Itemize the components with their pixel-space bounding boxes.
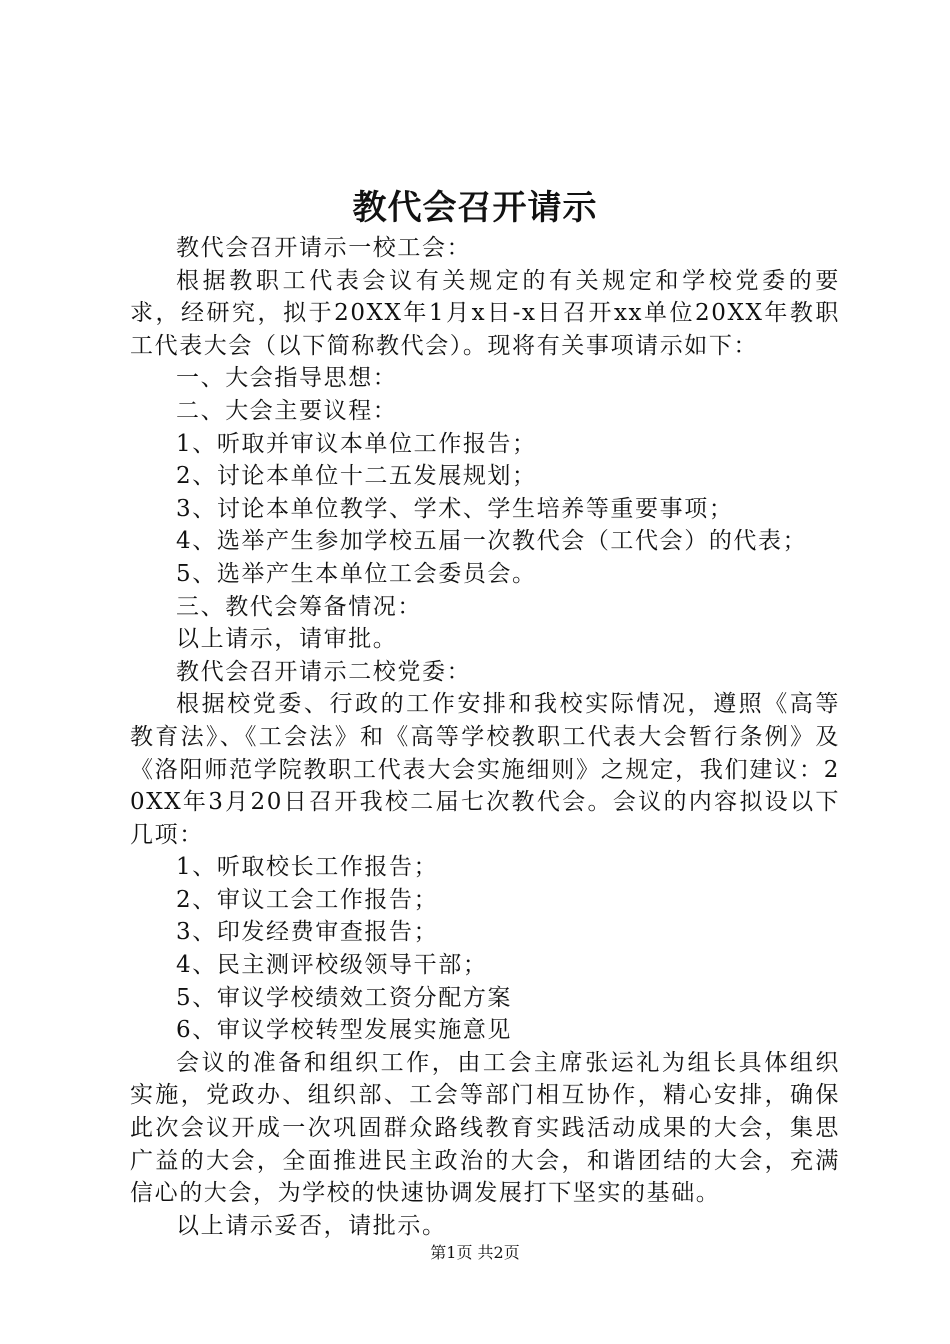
paragraph: 三、教代会筹备情况： [176,593,422,620]
paragraph: 2、讨论本单位十二五发展规划； [176,463,537,490]
paragraph: 2、审议工会工作报告； [176,886,439,913]
paragraph: 会议的准备和组织工作，由工会主席张运礼为组长具体组织实施，党政办、组织部、工会等部门相互协作，精心安排，确保此次会议开成一次巩固群众路线教育实践活动成果的大会，集思广益的大会，全面推进民主政治的大会，和谐团结的大会，充满信心的大会，为学校的快速协调发展打下坚实的基础。 [130,1049,840,1207]
paragraph: 6、审议学校转型发展实施意见 [176,1017,513,1044]
document-body [130,232,840,1242]
paragraph: 一、大会指导思想： [176,365,398,392]
paragraph: 3、印发经费审查报告； [176,919,439,946]
paragraph: 教代会召开请示二校党委： [176,658,472,685]
paragraph: 根据校党委、行政的工作安排和我校实际情况，遵照《高等教育法》、《工会法》和《高等学校教职工代表大会暂行条例》及《洛阳师范学院教职工代表大会实施细则》之规定，我们建议：20XX年3月20日召开我校二届七次教代会。会议的内容拟设以下几项： [130,691,840,848]
paragraph: 根据教职工代表会议有关规定的有关规定和学校党委的要求，经研究，拟于20XX年1月x日-x日召开xx单位20XX年教职工代表大会（以下简称教代会）。现将有关事项请示如下： [130,267,840,359]
paragraph: 5、选举产生本单位工会委员会。 [176,560,537,587]
paragraph: 以上请示妥否，请批示。 [176,1212,447,1239]
paragraph: 4、民主测评校级领导干部； [176,952,488,979]
paragraph: 1、听取并审议本单位工作报告； [176,430,537,457]
paragraph: 二、大会主要议程： [176,397,398,424]
page-number-footer: 第1页 共2页 [430,1243,520,1262]
paragraph: 教代会召开请示一校工会： [176,235,472,261]
document-title: 教代会召开请示 [352,188,598,228]
paragraph: 5、审议学校绩效工资分配方案 [176,984,513,1011]
paragraph: 3、讨论本单位教学、学术、学生培养等重要事项； [176,495,734,522]
paragraph: 以上请示，请审批。 [176,626,398,653]
paragraph: 1、听取校长工作报告； [176,854,439,881]
paragraph: 4、选举产生参加学校五届一次教代会（工代会）的代表； [176,528,808,555]
